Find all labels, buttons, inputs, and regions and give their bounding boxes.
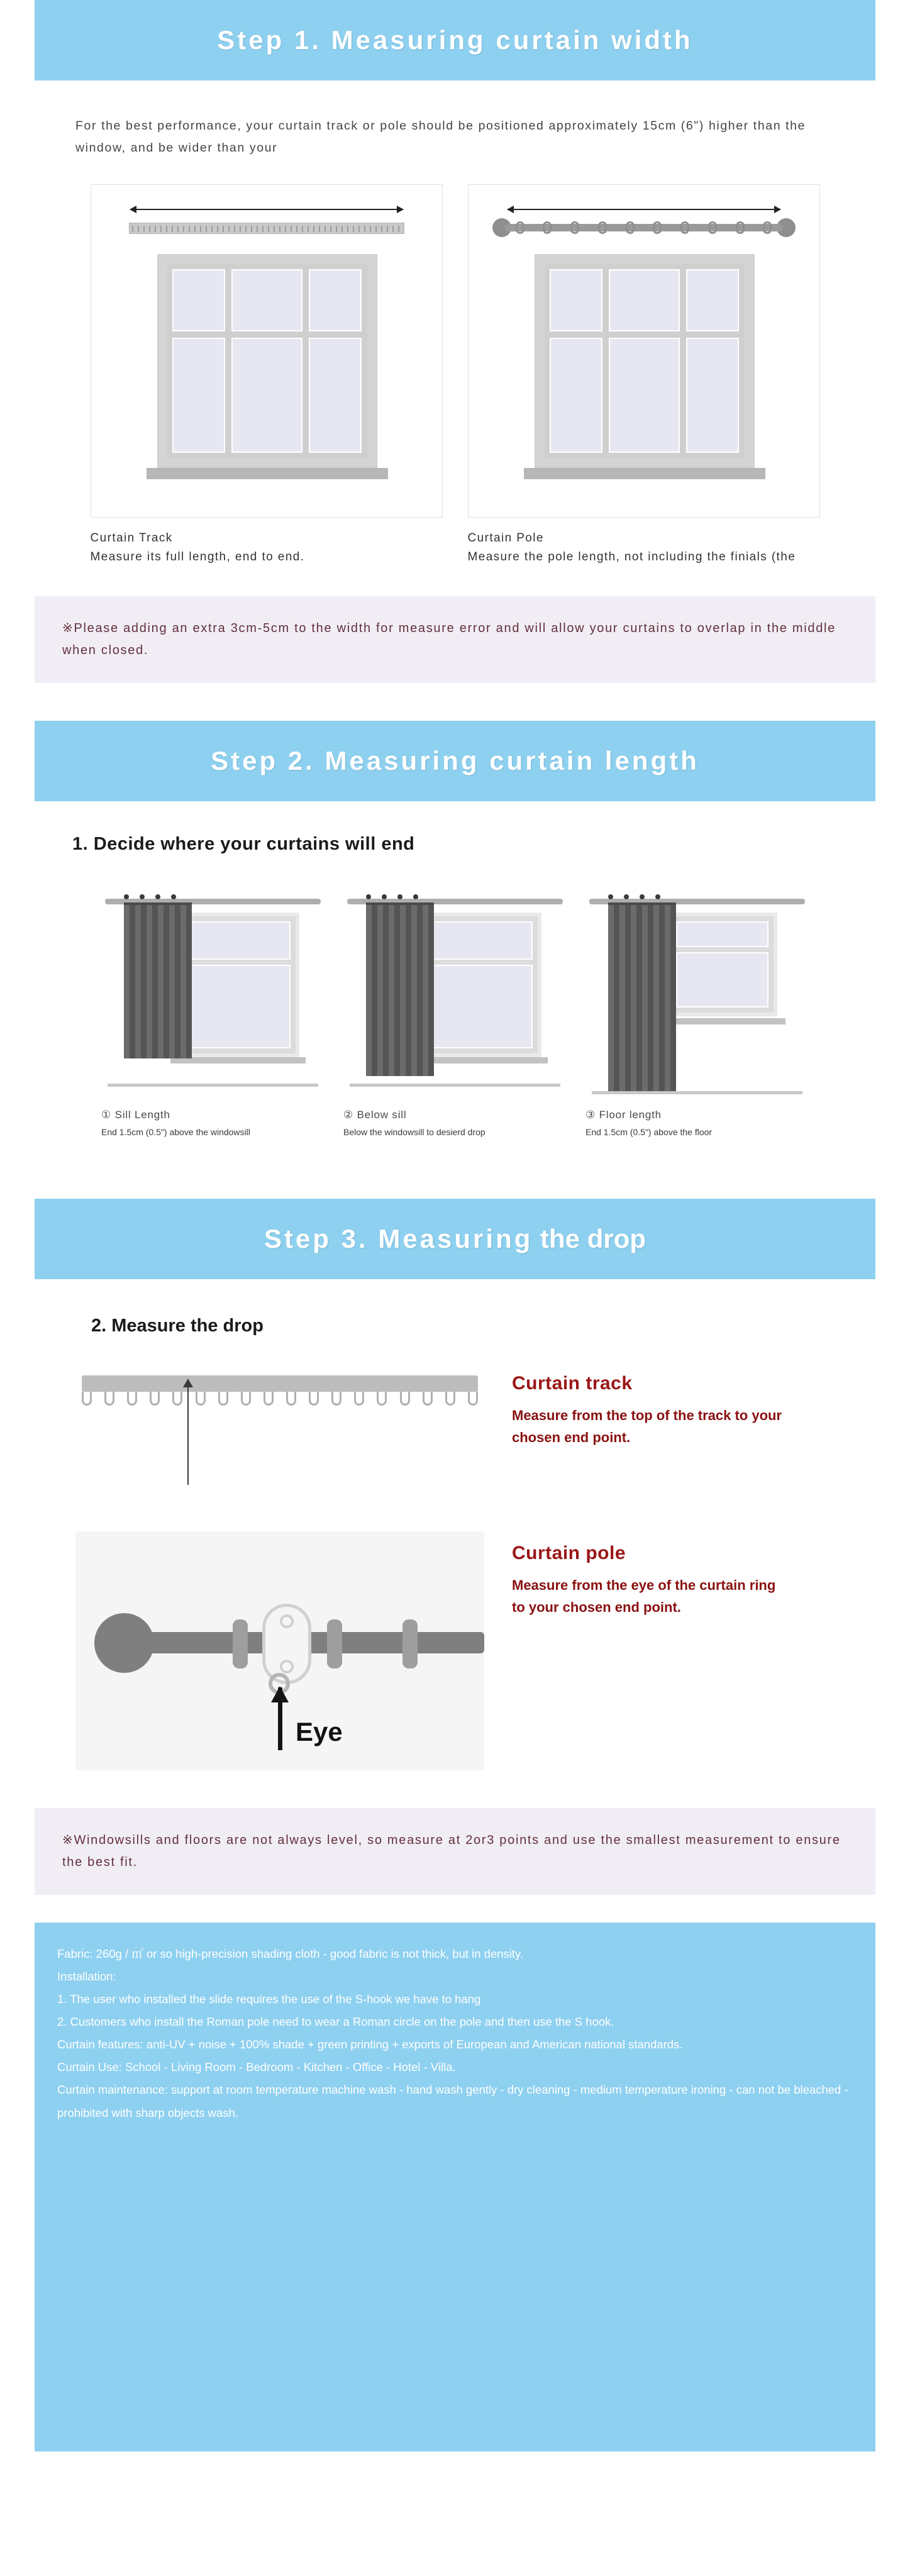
window-sill: [147, 468, 388, 479]
window-pane: [309, 269, 362, 331]
option-sill-length: [101, 876, 325, 1139]
floor-line: [108, 1084, 318, 1087]
sill-length-sub: End 1.5cm (0.5") above the windowsill: [101, 1127, 250, 1138]
step-1-title: Step 1. Measuring curtain width: [217, 25, 693, 55]
info-line: Fabric: 260g / ㎡ or so high-precision shading cloth - good fabric is not thick, but in density.: [57, 1947, 524, 1961]
product-info-block: [35, 1923, 875, 2451]
step-3-header: [35, 1199, 875, 1279]
window-frame: [419, 913, 541, 1057]
measure-track-body: Measure from the top of the track to your chosen end point.: [512, 1407, 782, 1446]
measure-pole-diagram: [75, 1531, 484, 1770]
step-2-subheading: 1. Decide where your curtains will end: [72, 834, 415, 855]
info-line: Curtain features: anti-UV + noise + 100% shade + green printing + exports of European and American national standards.: [57, 2038, 683, 2051]
step-1-header: [35, 0, 875, 80]
curtain-pole-diagram: [468, 184, 820, 518]
pole-bracket-icon: [262, 1604, 311, 1684]
window-pane: [550, 338, 602, 453]
measure-pole-body: Measure from the eye of the curtain ring to your chosen end point.: [512, 1577, 776, 1616]
curtain-track-caption-title: Curtain Track: [90, 531, 173, 545]
window-pane: [231, 269, 303, 331]
pole-rings-icon: [516, 221, 772, 235]
measure-track-diagram: [75, 1362, 484, 1506]
window-column-center: [609, 269, 680, 453]
width-arrow-icon: [130, 209, 403, 210]
step-2-header: [35, 721, 875, 801]
window-pane: [172, 269, 225, 331]
track-icon: [82, 1375, 478, 1392]
window-pane: [686, 338, 739, 453]
pole-ring-icon: [327, 1619, 342, 1668]
curtain-track-card: [91, 184, 443, 566]
pole-ring-icon: [402, 1619, 418, 1668]
curtain-pole-caption: [468, 529, 820, 566]
window-pane: [172, 338, 225, 453]
floor-length-diagram: [585, 876, 809, 1102]
curtain-panel: [608, 902, 676, 1091]
step-2-title: Step 2. Measuring curtain length: [211, 746, 699, 776]
window-column-right: [686, 269, 739, 453]
window-pane: [309, 338, 362, 453]
info-line: Curtain Use: School - Living Room - Bedroom - Kitchen - Office - Hotel - Villa.: [57, 2060, 456, 2074]
measure-pole-text: [512, 1531, 782, 1618]
measure-track-block: [75, 1362, 835, 1506]
window-pane: [609, 338, 680, 453]
below-sill-diagram: [343, 876, 567, 1102]
curtain-panel: [124, 902, 192, 1058]
step-3-note: ※Windowsills and floors are not always level, so measure at 2or3 points and use the smallest measurement to ensure the best fit.: [35, 1808, 875, 1895]
track-icon: [129, 223, 404, 234]
pole-finial-icon: [94, 1613, 154, 1673]
curtain-track-caption-body: Measure its full length, end to end.: [90, 550, 305, 564]
option-below-sill: [343, 876, 567, 1139]
floor-length-label: ③ Floor length: [585, 1109, 662, 1121]
measure-pole-block: [75, 1531, 835, 1770]
track-hooks-icon: [82, 1392, 478, 1407]
measure-arrow-icon: [187, 1379, 189, 1485]
option-floor-length: [585, 876, 809, 1139]
curtain-track-diagram: [91, 184, 443, 518]
step-1-intro-text: For the best performance, your curtain track or pole should be positioned approximately 15cm (6") higher than the window, and be wider than your: [75, 119, 806, 155]
window-pane: [686, 269, 739, 331]
section-step-2: [0, 721, 910, 1139]
window-pane: [231, 338, 303, 453]
measure-track-title: Curtain track: [512, 1373, 633, 1394]
curtain-track-caption: [91, 529, 443, 566]
section-step-1: [0, 0, 910, 683]
window-column-left: [550, 269, 602, 453]
measure-pole-title: Curtain pole: [512, 1543, 626, 1564]
curtain-pole-caption-title: Curtain Pole: [467, 531, 544, 545]
section-step-3: [0, 1199, 910, 1895]
curtain-pole-caption-body: Measure the pole length, not including the finials (the: [467, 550, 796, 564]
info-line: Installation:: [57, 1970, 116, 1984]
window-column-right: [309, 269, 362, 453]
step-3-title-sub: the drop: [533, 1224, 646, 1254]
curtain-panel: [366, 902, 434, 1076]
measure-arrow-icon: [278, 1687, 282, 1750]
window-frame: [177, 913, 299, 1057]
window-frame: [535, 254, 755, 468]
step-3-title-main: Step 3. Measuring: [264, 1224, 533, 1254]
window-pane: [550, 269, 602, 331]
measure-track-text: [512, 1362, 782, 1448]
step-1-note: ※Please adding an extra 3cm-5cm to the width for measure error and will allow your curtains to overlap in the middle when closed.: [35, 596, 875, 683]
floor-line: [592, 1091, 802, 1094]
floor-line: [350, 1084, 560, 1087]
width-arrow-icon: [508, 209, 780, 210]
window-column-center: [231, 269, 303, 453]
curtain-pole-card: [468, 184, 820, 566]
info-line: Curtain maintenance: support at room temperature machine wash - hand wash gently - dry cleaning - medium temperature ironing - can not be bleached - prohibited with sharp objects wash.: [57, 2083, 848, 2119]
below-sill-sub: Below the windowsill to desierd drop: [343, 1127, 486, 1138]
window-pane: [609, 269, 680, 331]
info-line: 1. The user who installed the slide requires the use of the S-hook we have to hang: [57, 1992, 481, 2006]
step-3-title: [264, 1224, 646, 1254]
eye-label: Eye: [296, 1717, 343, 1747]
below-sill-label: ② Below sill: [343, 1109, 407, 1121]
sill-length-diagram: [101, 876, 325, 1102]
info-line: 2. Customers who install the Roman pole need to wear a Roman circle on the pole and then use the S hook.: [57, 2015, 614, 2029]
window-frame: [157, 254, 377, 468]
floor-length-sub: End 1.5cm (0.5") above the floor: [585, 1127, 713, 1138]
pole-ring-icon: [233, 1619, 248, 1668]
window-sill: [660, 1018, 785, 1024]
window-sill: [524, 468, 765, 479]
step-1-figure-row: [75, 184, 835, 566]
window-frame: [667, 913, 777, 1016]
window-column-left: [172, 269, 225, 453]
step-3-subheading: 2. Measure the drop: [91, 1316, 264, 1336]
step-2-figure-row: [75, 876, 835, 1139]
track-hooks-icon: [132, 226, 401, 232]
sill-length-label: ① Sill Length: [101, 1109, 170, 1121]
